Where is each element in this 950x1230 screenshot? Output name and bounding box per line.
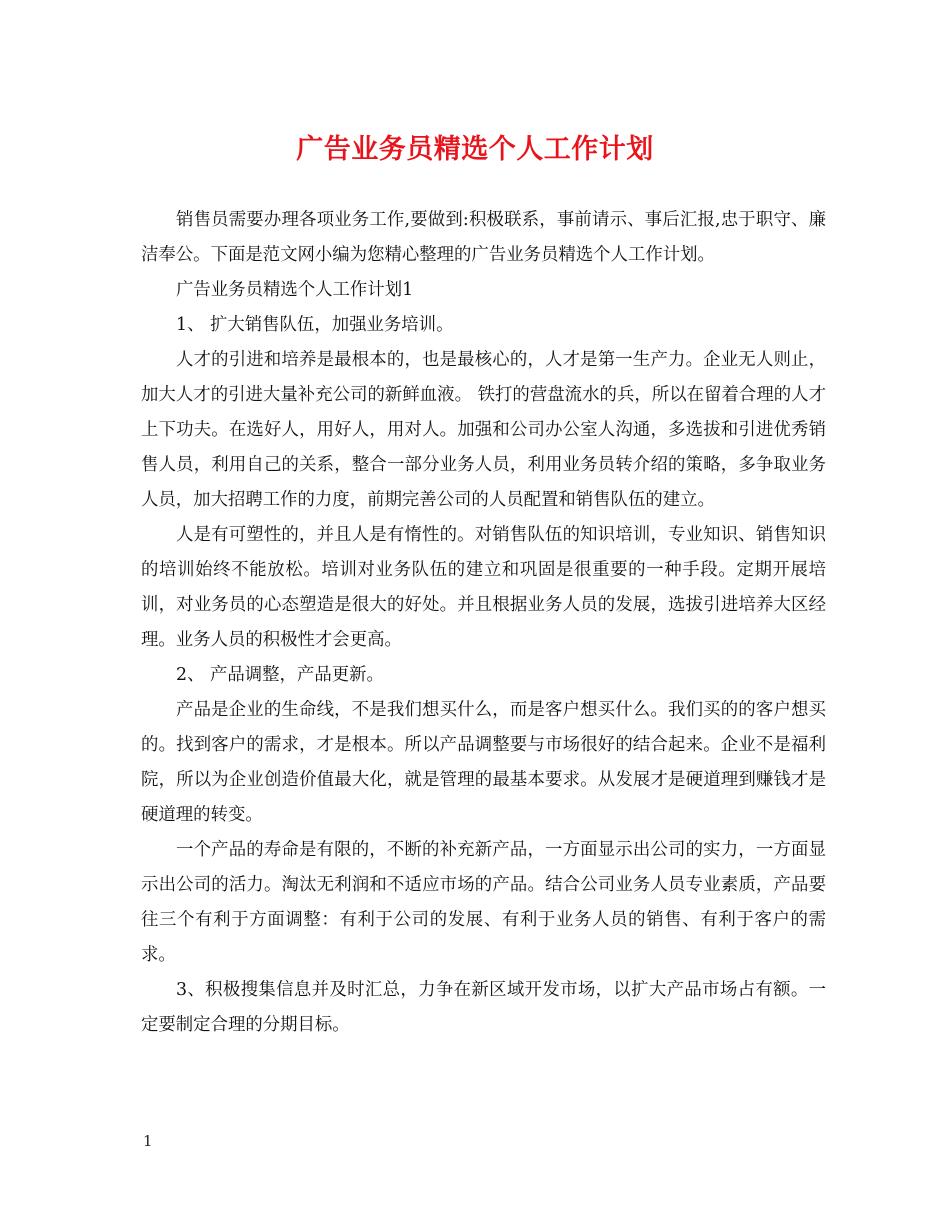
item-heading-3: 3、积极搜集信息并及时汇总，力争在新区域开发市场，以扩大产品市场占有额。一定要制定合理的分期目标。 (141, 980, 826, 1035)
document-body (141, 203, 826, 1043)
item-heading-2: 2、 产品调整，产品更新。 (176, 665, 384, 685)
paragraph: 人才的引进和培养是最根本的，也是最核心的，人才是第一生产力。企业无人则止，加大人才的引进大量补充公司的新鲜血液。 铁打的营盘流水的兵，所以在留着合理的人才上下功夫。在选好人，用好人，用对人。加强和公司办公室人沟通，多选拔和引进优秀销售人员，利用自己的关系，整合一部分业务人员，利用业务员转介绍的策略，多争取业务人员，加大招聘工作的力度，前期完善公司的人员配置和销售队伍的建立。 (141, 350, 826, 510)
paragraph: 一个产品的寿命是有限的，不断的补充新产品，一方面显示出公司的实力，一方面显示出公司的活力。淘汰无利润和不适应市场的产品。结合公司业务人员专业素质，产品要往三个有利于方面调整：有利于公司的发展、有利于业务人员的销售、有利于客户的需求。 (141, 840, 826, 965)
document-title: 广告业务员精选个人工作计划 (296, 134, 654, 165)
paragraph: 人是有可塑性的，并且人是有惰性的。对销售队伍的知识培训，专业知识、销售知识的培训始终不能放松。培训对业务队伍的建立和巩固是很重要的一种手段。定期开展培训，对业务员的心态塑造是很大的好处。并且根据业务人员的发展，选拔引进培养大区经理。业务人员的积极性才会更高。 (141, 525, 826, 650)
page-number: 1 (143, 1132, 153, 1150)
paragraph: 产品是企业的生命线，不是我们想买什么，而是客户想买什么。我们买的的客户想买的。找到客户的需求，才是根本。所以产品调整要与市场很好的结合起来。企业不是福利院，所以为企业创造价值最大化，就是管理的最基本要求。从发展才是硬道理到赚钱才是硬道理的转变。 (141, 700, 826, 825)
section-heading: 广告业务员精选个人工作计划1 (176, 280, 414, 300)
item-heading-1: 1、 扩大销售队伍，加强业务培训。 (176, 315, 454, 335)
paragraph-intro: 销售员需要办理各项业务工作,要做到:积极联系，事前请示、事后汇报,忠于职守、廉洁奉公。下面是范文网小编为您精心整理的广告业务员精选个人工作计划。 (141, 210, 826, 265)
